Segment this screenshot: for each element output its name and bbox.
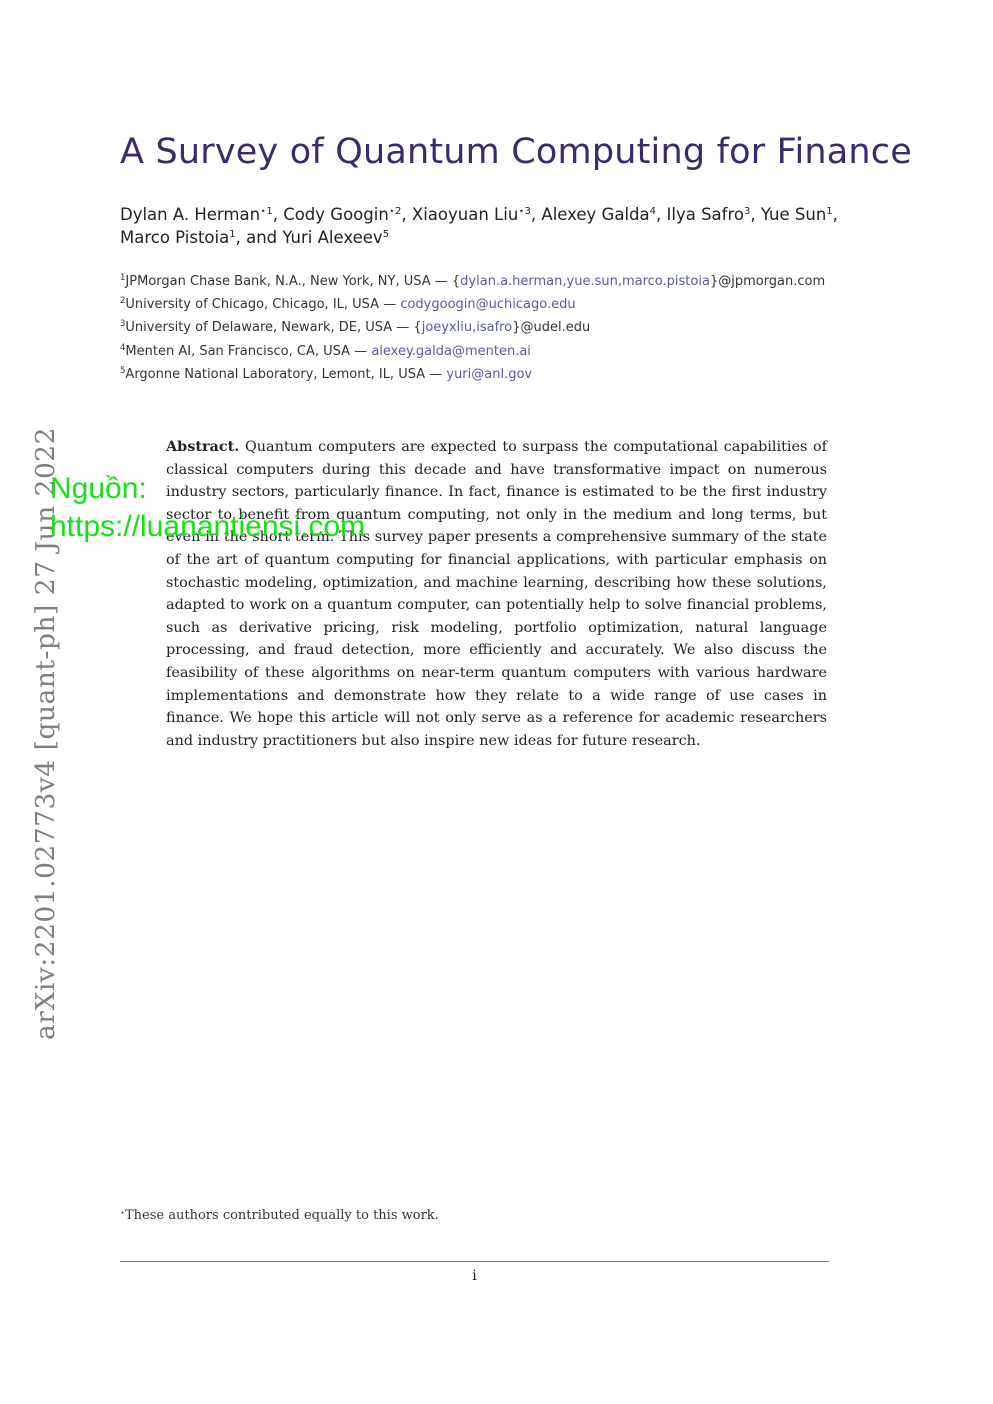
author-separator: , [656,205,667,224]
affiliation-email-link[interactable]: alexey.galda@menten.ai [371,343,531,359]
affiliation-email-link[interactable]: yuri@anl.gov [446,366,533,382]
author-affiliation-mark: 1 [229,229,236,240]
affiliation-email-link[interactable]: codygoogin@uchicago.edu [400,297,576,313]
page-number: i [472,1268,477,1284]
affiliation-institution: University of Delaware, Newark, DE, USA — [125,320,414,336]
affiliation-row [120,367,880,390]
author-affiliation-mark: ⋆2 [388,206,402,217]
footnote-mark: ⋆ [120,1208,126,1217]
author-separator: , [832,205,838,224]
affiliation-institution: Argonne National Laboratory, Lemont, IL, USA — [125,366,447,382]
affiliation-row [120,297,880,320]
author-name: Marco Pistoia [120,228,230,247]
affiliation-number: 3 [120,319,126,330]
footnote [120,1208,439,1223]
author-name: Alexey Galda [541,205,650,224]
author-affiliation-mark: 3 [743,206,751,217]
affiliation-institution: JPMorgan Chase Bank, N.A., New York, NY, USA — [125,274,452,289]
author-affiliation-mark: ⋆3 [518,206,531,217]
author-affiliation-mark: ⋆1 [260,206,273,217]
author-name: Xiaoyuan Liu [411,205,519,224]
watermark [50,470,365,546]
affiliation-institution: Menten AI, San Francisco, CA, USA — [125,343,372,359]
affiliation-email-domain: }@jpmorgan.com [709,274,826,289]
affiliation-institution: University of Chicago, Chicago, IL, USA — [125,297,401,313]
author-affiliation-mark: 5 [382,229,390,240]
author-separator: , and [235,228,283,247]
footer-rule [120,1261,829,1262]
affiliation-brace-open: { [451,274,461,289]
author-name: Ilya Safro [666,205,744,224]
author-separator: , [530,205,542,224]
affiliation-number: 1 [120,273,126,283]
author-affiliation-mark: 1 [826,206,833,217]
author-separator: , [401,205,412,224]
abstract-heading: Abstract. [166,438,240,455]
author-name: Dylan A. Herman [120,205,261,224]
affiliation-email-link[interactable]: joeyxliu,isafro [421,320,513,336]
paper-title: A Survey of Quantum Computing for Finance [120,132,912,172]
watermark-line1: Nguồn: [50,472,147,505]
author-name: Yue Sun [760,205,827,224]
abstract-text: Quantum computers are expected to surpass the computational capabilities of classical computers during this decade and have transformative impact on numerous industry sectors, particularly finance. In fact, finance is estimated to be the first industry sector to benefit from quantum computing, not only in the medium and long terms, but even in the short term. This survey paper presents a comprehensive summary of the state of the art of quantum computing for financial applications, with particular emphasis on stochastic modeling, optimization, and machine learning, describing how these solutions, adapted to work on a quantum computer, can potentially help to solve financial problems, such as derivative pricing, risk modeling, portfolio optimization, natural language processing, and fraud detection, more efficiently and accurately. We also discuss the feasibility of these algorithms on near-term quantum computers with various hardware implementations and demonstrate how they relate to a wide range of use cases in finance. We hope this article will not only serve as a reference for academic researchers and industry practitioners but also inspire new ideas for future research. [166,439,827,749]
author-name: Yuri Alexeev [282,228,383,247]
author-separator: , [750,205,761,224]
author-separator: , [272,205,284,224]
arxiv-stamp: arXiv:2201.02773v4 [quant-ph] 27 Jun 2022 [30,426,61,1040]
affiliation-list [120,274,880,390]
affiliation-row [120,320,880,343]
affiliation-brace-open: { [413,320,422,336]
footnote-text: These authors contributed equally to this work. [125,1208,439,1223]
affiliation-row [120,274,880,297]
author-affiliation-mark: 4 [649,206,656,217]
affiliation-email-domain: }@udel.edu [512,320,591,336]
affiliation-number: 5 [120,365,126,376]
affiliation-email-link[interactable]: dylan.a.herman,yue.sun,marco.pistoia [460,274,710,289]
affiliation-row [120,344,880,367]
author-list [120,203,880,249]
affiliation-number: 4 [120,342,126,353]
affiliation-number: 2 [120,296,126,307]
watermark-line2: https://luanantiensi.com [50,510,366,543]
author-name: Cody Googin [283,205,389,224]
